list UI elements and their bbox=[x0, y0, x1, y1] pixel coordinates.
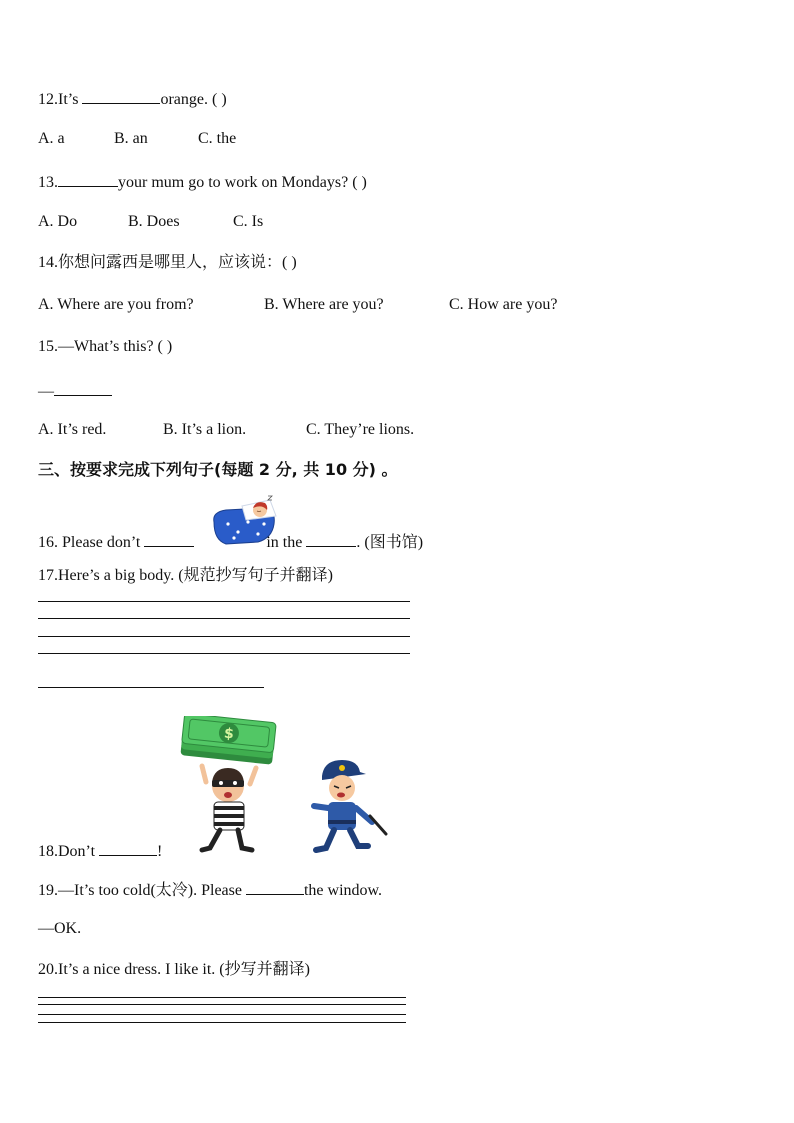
answer-blank[interactable] bbox=[306, 532, 356, 547]
translation-line[interactable] bbox=[38, 687, 264, 688]
question-17: 17.Here’s a big body. (规范抄写句子并翻译) bbox=[38, 567, 333, 584]
question-13: 13. your mum go to work on Mondays? ( ) bbox=[38, 174, 367, 191]
q19-response: —OK. bbox=[38, 920, 82, 937]
writing-line[interactable] bbox=[38, 1004, 406, 1005]
q13-option-a[interactable]: A. Do bbox=[38, 213, 78, 230]
q12-option-a[interactable]: A. a bbox=[38, 130, 65, 147]
answer-blank[interactable] bbox=[58, 172, 118, 187]
answer-blank[interactable] bbox=[246, 880, 304, 895]
writing-line[interactable] bbox=[38, 653, 410, 654]
question-18: 18.Don’t ! bbox=[38, 843, 163, 860]
q12-option-c[interactable]: C. the bbox=[198, 130, 237, 147]
section-3-title: 三、按要求完成下列句子(每题 2 分, 共 10 分) 。 bbox=[38, 460, 398, 479]
writing-line[interactable] bbox=[38, 636, 410, 637]
writing-line[interactable] bbox=[38, 997, 406, 998]
q12-option-b[interactable]: B. an bbox=[114, 130, 148, 147]
question-15: 15.—What’s this? ( ) bbox=[38, 338, 173, 355]
q13-option-b[interactable]: B. Does bbox=[128, 213, 180, 230]
question-19: 19.—It’s too cold(太冷). Please the window. bbox=[38, 882, 383, 899]
answer-blank[interactable] bbox=[82, 89, 160, 104]
q15-option-a[interactable]: A. It’s red. bbox=[38, 421, 107, 438]
question-14: 14.你想问露西是哪里人，应该说：( ) bbox=[38, 254, 297, 271]
q15-option-c[interactable]: C. They’re lions. bbox=[306, 421, 415, 438]
thief-and-police-illustration bbox=[176, 716, 392, 858]
q15-answer-line: — bbox=[38, 381, 112, 400]
answer-blank[interactable] bbox=[144, 532, 194, 547]
q14-option-b[interactable]: B. Where are you? bbox=[264, 296, 384, 313]
question-12: 12.It’s orange. ( ) bbox=[38, 91, 227, 108]
writing-line[interactable] bbox=[38, 601, 410, 602]
answer-blank[interactable] bbox=[54, 381, 112, 396]
writing-line[interactable] bbox=[38, 1022, 406, 1023]
q14-option-c[interactable]: C. How are you? bbox=[449, 296, 558, 313]
q15-option-b[interactable]: B. It’s a lion. bbox=[163, 421, 247, 438]
question-16: 16. Please don’t in the . (图书馆) bbox=[38, 534, 424, 551]
answer-blank[interactable] bbox=[99, 841, 157, 856]
dollar-sign-icon: $ bbox=[223, 725, 235, 743]
q14-option-a[interactable]: A. Where are you from? bbox=[38, 296, 194, 313]
question-20: 20.It’s a nice dress. I like it. (抄写并翻译) bbox=[38, 961, 310, 978]
writing-line[interactable] bbox=[38, 618, 410, 619]
writing-line[interactable] bbox=[38, 1014, 406, 1015]
q13-option-c[interactable]: C. Is bbox=[233, 213, 264, 230]
